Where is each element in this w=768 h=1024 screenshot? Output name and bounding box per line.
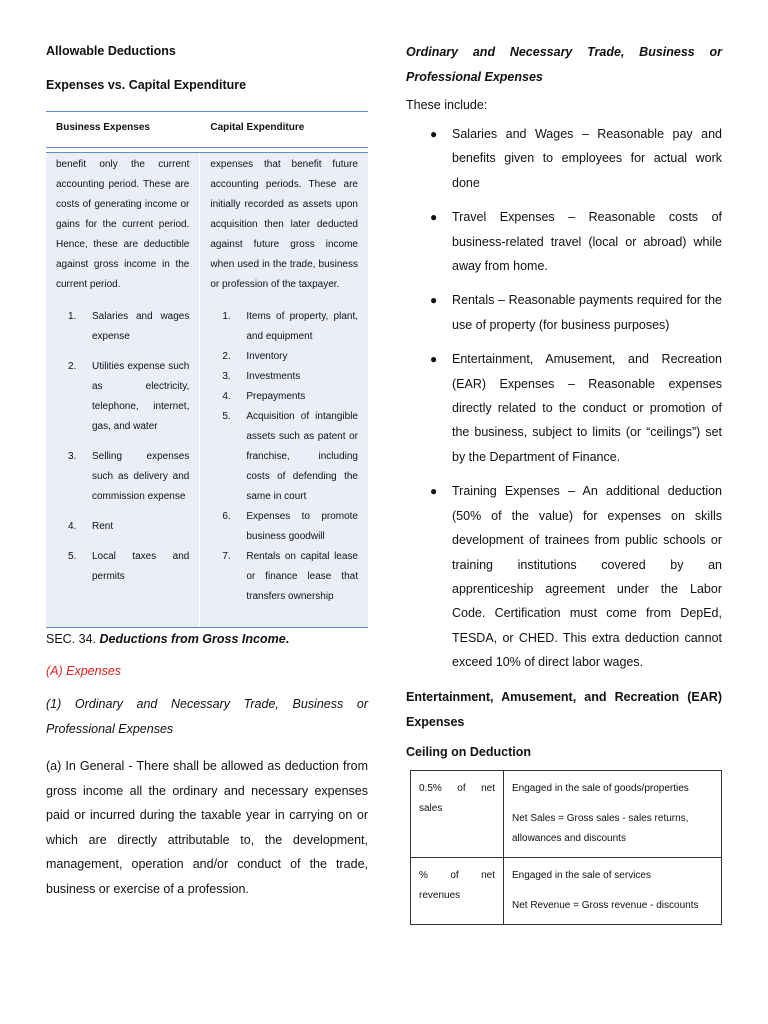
list-item: ● Entertainment, Amusement, and Recreation (EAR) Expenses – Reasonable expenses directly related to the conduct or promotion of the business, subject to limits (or “ceilings”) set by the Department of Finance. — [406, 347, 722, 469]
list-item: 3. Investments — [222, 371, 301, 382]
right-column — [406, 40, 722, 925]
business-expenses-cell — [46, 153, 200, 628]
section-title: Deductions from Gross Income — [99, 632, 286, 646]
intro-text: These include: — [406, 98, 488, 112]
list-item: 3. Selling expenses such as delivery and commission expense — [68, 451, 190, 502]
ceiling-description-cell: Engaged in the sale of goods/properties Net Sales = Gross sales - sales returns, allowances and discounts — [504, 770, 722, 857]
list-item: 1. Salaries and wages expense — [68, 311, 190, 342]
list-item: 2. Inventory — [222, 351, 288, 362]
list-item: 1. Items of property, plant, and equipment — [222, 311, 358, 342]
ear-expenses-heading: Entertainment, Amusement, and Recreation (EAR) Expenses — [406, 689, 722, 729]
business-expenses-list — [56, 307, 189, 587]
list-item: ● Salaries and Wages – Reasonable pay and benefits given to employees for actual work done — [406, 122, 722, 195]
list-item: ● Rentals – Reasonable payments required for the use of property (for business purposes) — [406, 288, 722, 337]
table-row — [411, 857, 722, 924]
list-item: 5. Acquisition of intangible assets such as patent or franchise, including costs of defending the same in court — [222, 411, 358, 502]
list-item: 5. Local taxes and permits — [68, 551, 190, 582]
table-header-capital-expenditure: Capital Expenditure — [200, 112, 368, 148]
business-expenses-description: benefit only the current accounting period. These are costs of generating income or gains for the current period. Hence, these are deductible against gross income in the current period. — [56, 159, 190, 290]
ceiling-rate-cell: % of net revenues — [411, 857, 504, 924]
ceiling-heading: Ceiling on Deduction — [406, 744, 531, 759]
ceiling-table — [410, 770, 722, 925]
bullet-icon: ● — [430, 484, 438, 499]
bullet-icon: ● — [430, 293, 438, 308]
ordinary-expenses-subheading: (1) Ordinary and Necessary Trade, Business or Professional Expenses — [46, 697, 368, 736]
list-item: 6. Expenses to promote business goodwill — [222, 511, 358, 542]
ceiling-rate-cell: 0.5% of net sales — [411, 770, 504, 857]
ordinary-expenses-heading: Ordinary and Necessary Trade, Business or Professional Expenses — [406, 45, 722, 84]
bullet-icon: ● — [430, 352, 438, 367]
heading-expenses-vs-capital: Expenses vs. Capital Expenditure — [46, 78, 247, 92]
list-item: 7. Rentals on capital lease or finance lease that transfers ownership — [222, 551, 358, 602]
list-item: 4. Rent — [68, 521, 114, 532]
left-column — [46, 40, 368, 902]
list-item: 4. Prepayments — [222, 391, 306, 402]
ceiling-description-cell: Engaged in the sale of services Net Revenue = Gross revenue - discounts — [504, 857, 722, 924]
table-row — [411, 770, 722, 857]
bullet-icon: ● — [430, 127, 438, 141]
section-number: SEC. 34. — [46, 632, 97, 646]
section-heading: SEC. 34. Deductions from Gross Income. — [46, 632, 290, 646]
list-item: 2. Utilities expense such as electricity, telephone, internet, gas, and water — [68, 361, 190, 432]
bullet-icon: ● — [430, 210, 438, 225]
comparison-table — [46, 111, 368, 628]
capital-expenditure-description: expenses that benefit future accounting periods. These are initially recorded as assets upon acquisition then later deducted against future gross income when used in the trade, business or profession of the taxpayer. — [210, 159, 358, 290]
capital-expenditure-cell — [200, 153, 368, 628]
table-header-business-expenses: Business Expenses — [46, 112, 200, 148]
in-general-paragraph: (a) In General - There shall be allowed as deduction from gross income all the ordinary and necessary expenses paid or incurred during the taxable year in carrying on or which are directly attributable to, the development, management, operation and/or conduct of the trade, business or exercise of a profession. — [46, 759, 368, 896]
heading-allowable-deductions: Allowable Deductions — [46, 44, 176, 58]
capital-expenditure-list — [210, 307, 358, 607]
expense-bullet-list — [406, 122, 722, 675]
list-item: ● Travel Expenses – Reasonable costs of business-related travel (local or abroad) while away from home. — [406, 205, 722, 278]
expenses-label: (A) Expenses — [46, 664, 122, 678]
list-item: ● Training Expenses – An additional deduction (50% of the value) for expenses on skills development of trainees from public schools or training institutions covered by an apprenticeship agreement under the Labor Code. Certification must come from DepEd, TESDA, or CHED. This extra deduction cannot exceed 10% of direct labor wages. — [406, 479, 722, 674]
